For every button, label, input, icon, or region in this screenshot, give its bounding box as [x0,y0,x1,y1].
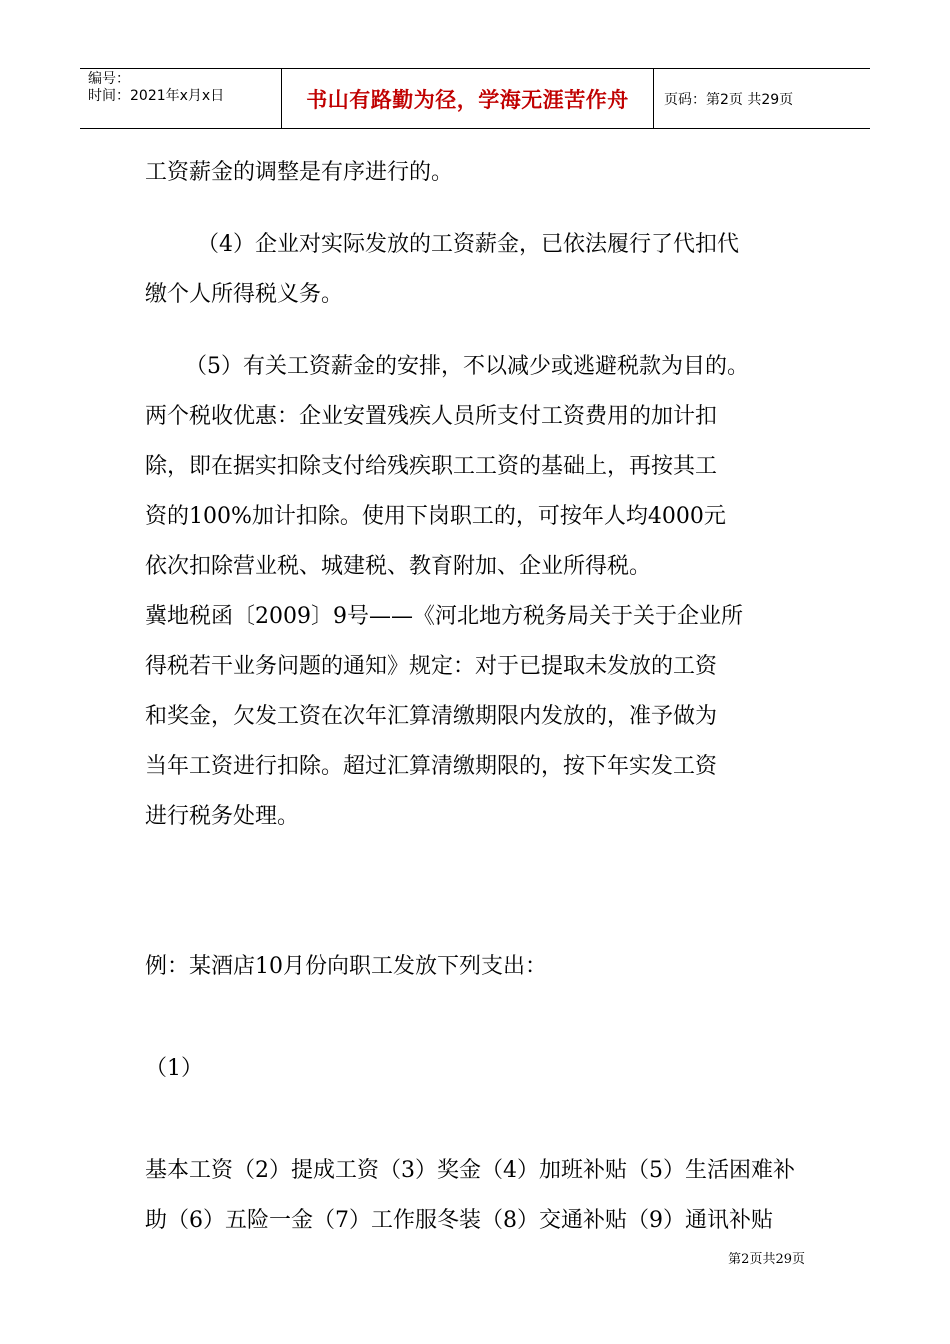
list-line-2: 助（6）五险一金（7）工作服冬装（8）交通补贴（9）通讯补贴 [145,1208,773,1233]
header-meta-cell [80,69,282,128]
page-footer: 第2页共29页 [728,1252,805,1267]
paragraph-3-line-4: 资的100%加计扣除。使用下岗职工的，可按年人均4000元 [145,504,726,529]
header-number-label: 编号： [88,71,130,87]
list-line-1: 基本工资（2）提成工资（3）奖金（4）加班补贴（5）生活困难补 [145,1158,795,1183]
paragraph-4-line-5: 进行税务处理。 [145,804,300,829]
header-time-label: 时间：2021年x月x日 [88,88,225,104]
paragraph-3-line-3: 除，即在据实扣除支付给残疾职工工资的基础上，再按其工 [145,454,718,479]
item-1-marker: （1） [145,1056,203,1081]
paragraph-4-line-2: 得税若干业务问题的通知》规定：对于已提取未发放的工资 [145,654,718,679]
header-page-cell [654,69,870,128]
paragraph-3-line-1: （5）有关工资薪金的安排，不以减少或逃避税款为目的。 [185,354,749,379]
document-body [145,148,810,1246]
paragraph-1: 工资薪金的调整是有序进行的。 [145,160,454,185]
example-heading: 例：某酒店10月份向职工发放下列支出： [145,954,547,979]
paragraph-3-line-5: 依次扣除营业税、城建税、教育附加、企业所得税。 [145,554,652,579]
paragraph-4-line-1: 冀地税函〔2009〕9号——《河北地方税务局关于关于企业所 [145,604,743,629]
page-header [80,68,870,129]
header-motto-cell [282,69,654,128]
header-page-label: 页码：第2页 共29页 [664,91,794,108]
paragraph-2-line-2: 缴个人所得税义务。 [145,282,344,307]
paragraph-4-line-4: 当年工资进行扣除。超过汇算清缴期限的，按下年实发工资 [145,754,718,779]
header-motto: 书山有路勤为径，学海无涯苦作舟 [306,87,629,112]
paragraph-4-line-3: 和奖金，欠发工资在次年汇算清缴期限内发放的，准予做为 [145,704,718,729]
paragraph-3-line-2: 两个税收优惠：企业安置残疾人员所支付工资费用的加计扣 [145,404,718,429]
paragraph-2-line-1: （4）企业对实际发放的工资薪金，已依法履行了代扣代 [197,232,739,257]
